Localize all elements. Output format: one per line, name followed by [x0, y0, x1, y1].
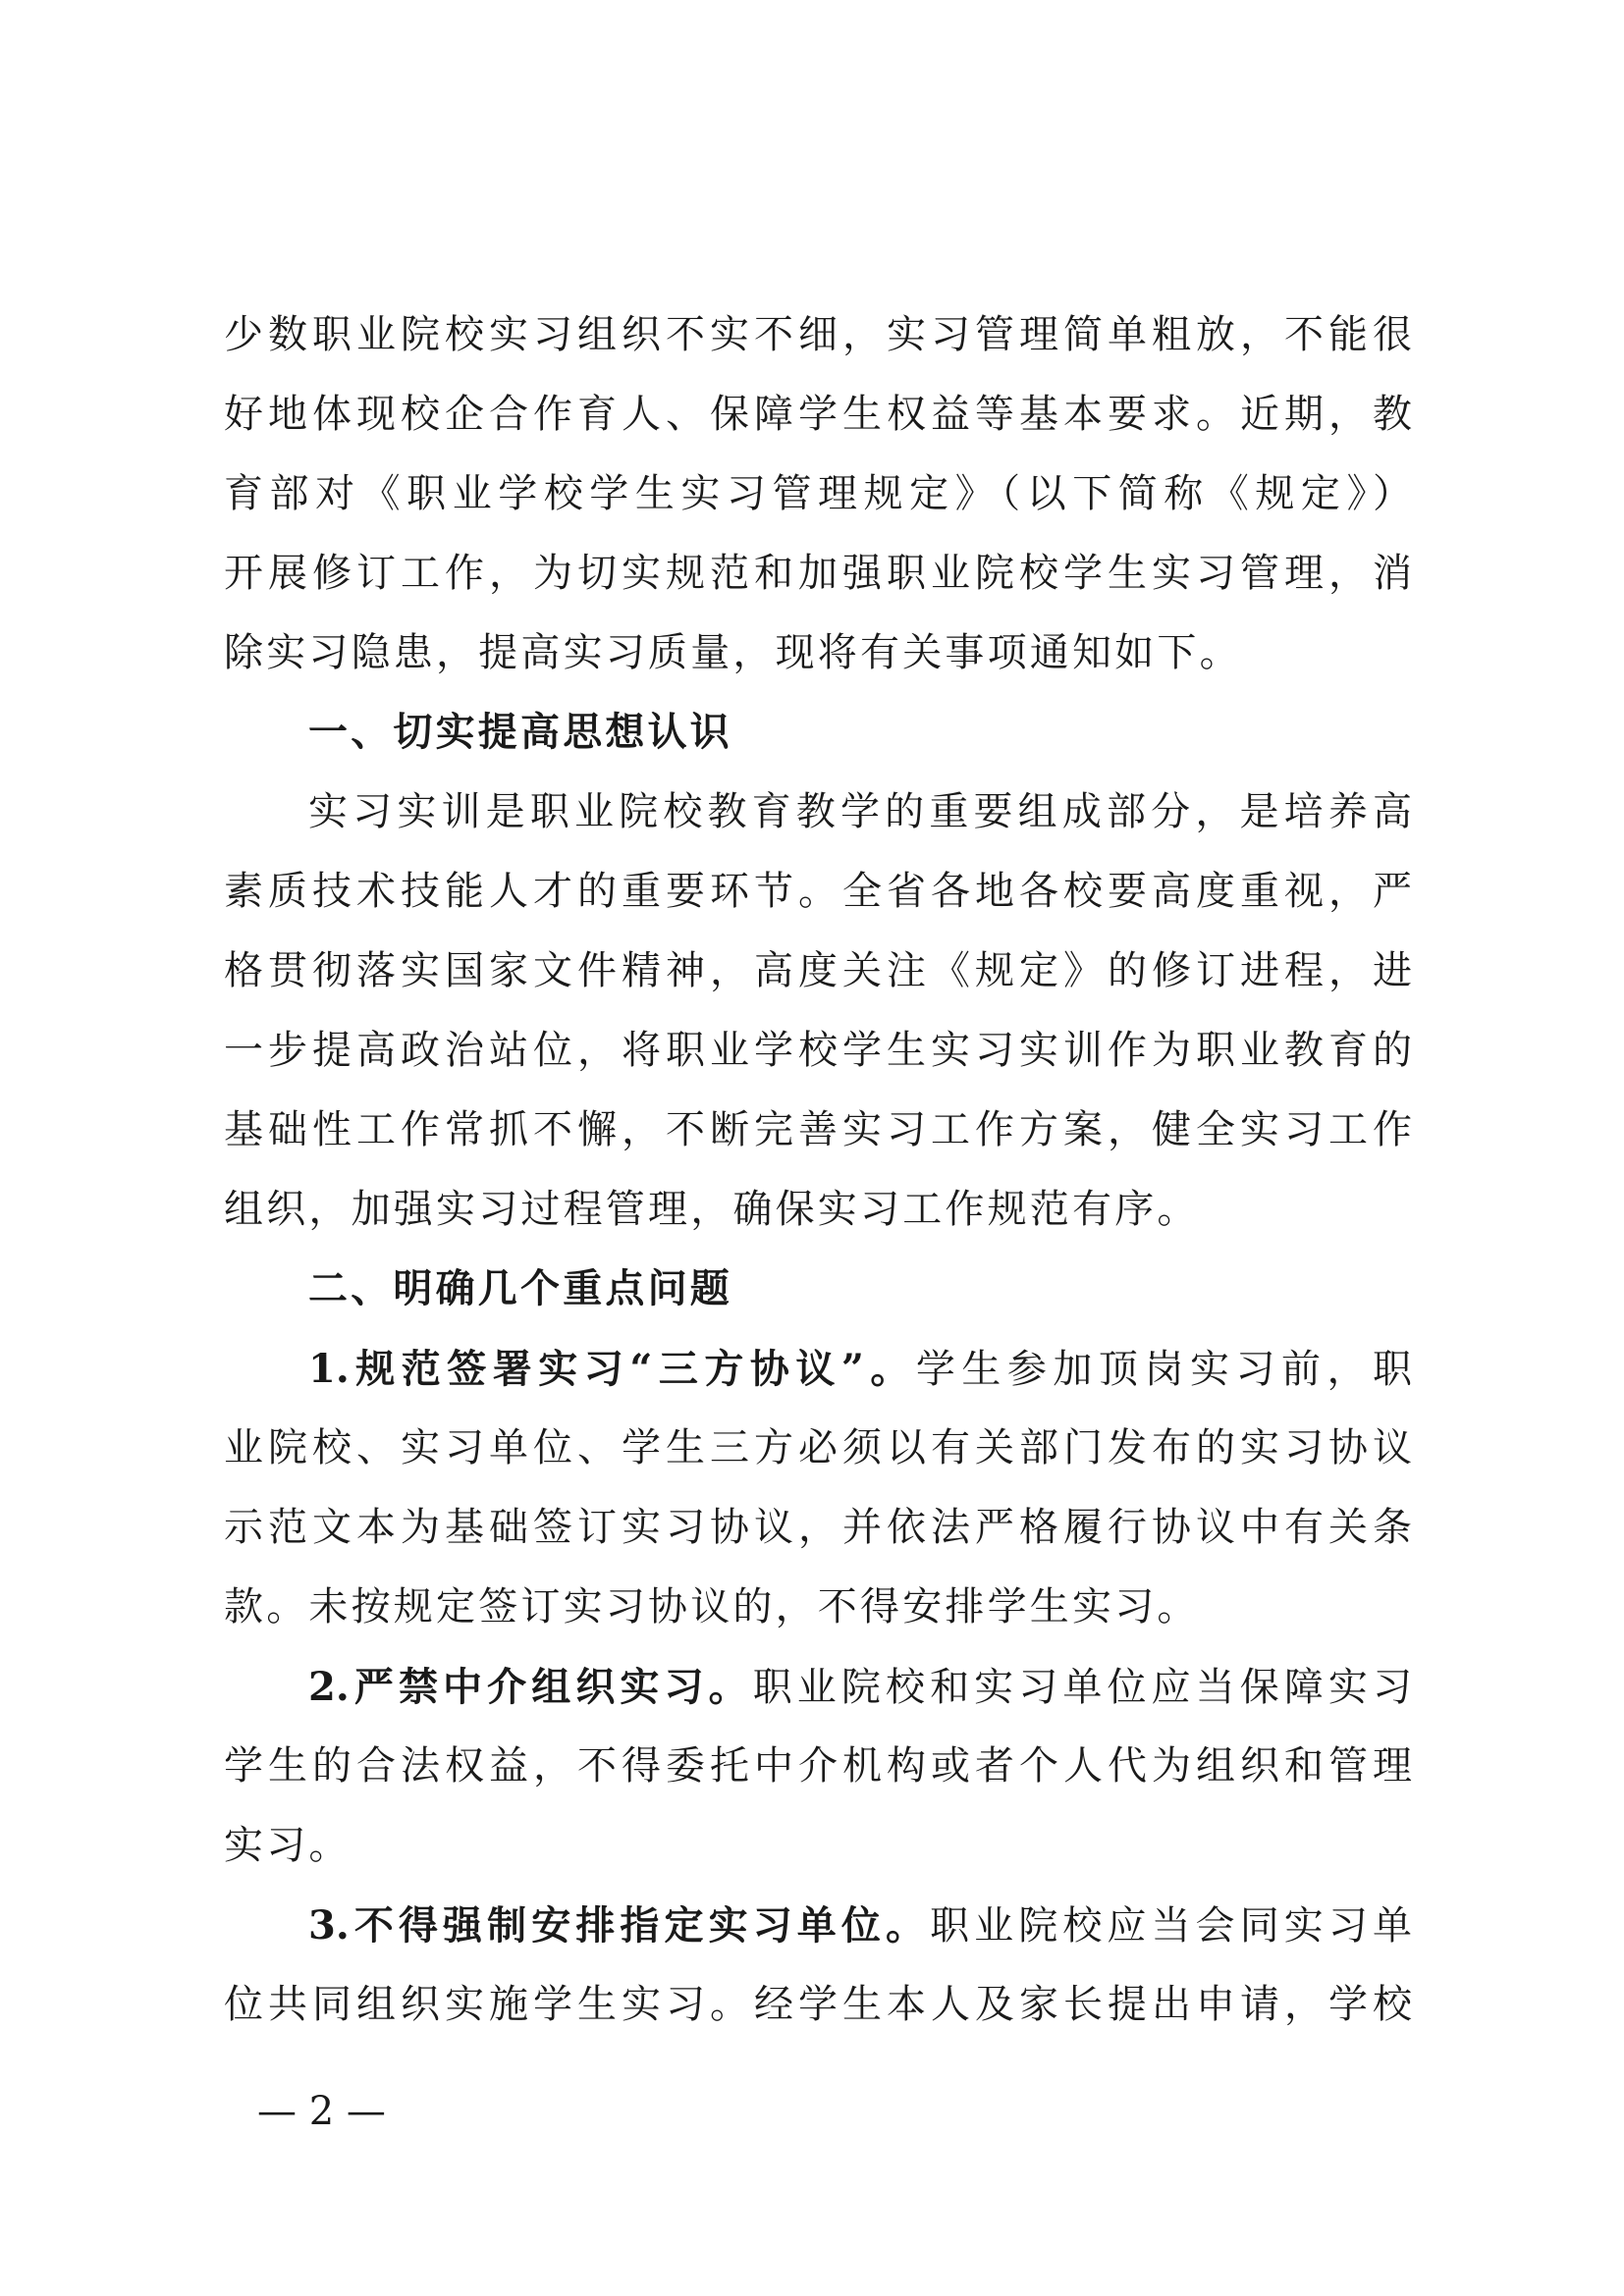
text-line: 学生的合法权益，不得委托中介机构或者个人代为组织和管理: [224, 1743, 1412, 1789]
list-item-text: 学生参加顶岗实习前，职: [915, 1347, 1412, 1392]
list-item-2: [224, 1647, 1412, 1886]
text-line: 位共同组织实施学生实习。经学生本人及家长提出申请，学校: [224, 1982, 1412, 2027]
text-line: [224, 1329, 1412, 1409]
paragraph-intro: [224, 295, 1412, 693]
text-line: 实习实训是职业院校教育教学的重要组成部分，是培养高: [308, 789, 1412, 834]
text-line: 基础性工作常抓不懈，不断完善实习工作方案，健全实习工作: [224, 1107, 1412, 1152]
text-line: 少数职业院校实习组织不实不细，实习管理简单粗放，不能很: [224, 312, 1412, 357]
page-number: — 2 —: [257, 2089, 386, 2134]
text-line: 除实习隐患，提高实习质量，现将有关事项通知如下。: [224, 630, 1242, 675]
list-item-text: 职业院校应当会同实习单: [930, 1903, 1412, 1949]
text-line: 示范文本为基础签订实习协议，并依法严格履行协议中有关条: [224, 1505, 1412, 1550]
text-line: 款。未按规定签订实习协议的，不得安排学生实习。: [224, 1584, 1200, 1629]
list-item-text: 职业院校和实习单位应当保障实习: [752, 1665, 1412, 1710]
text-line: 一步提高政治站位，将职业学校学生实习实训作为职业教育的: [224, 1028, 1412, 1073]
paragraph-section-1: [224, 773, 1412, 1250]
text-line: 开展修订工作，为切实规范和加强职业院校学生实习管理，消: [224, 551, 1412, 596]
list-item-lead: 2.严禁中介组织实习。: [308, 1664, 753, 1710]
list-item-3: [224, 1886, 1412, 2045]
list-item-1: [224, 1329, 1412, 1647]
text-line: 育部对《职业学校学生实习管理规定》（以下简称《规定》）: [224, 471, 1412, 516]
section-heading-2: 二、明确几个重点问题: [308, 1266, 732, 1311]
text-line: 实习。: [224, 1823, 352, 1868]
list-item-lead: 1.规范签署实习“三方协议”。: [308, 1346, 916, 1392]
text-line: 组织，加强实习过程管理，确保实习工作规范有序。: [224, 1187, 1200, 1232]
text-line: 素质技术技能人才的重要环节。全省各地各校要高度重视，严: [224, 869, 1412, 914]
list-item-lead: 3.不得强制安排指定实习单位。: [308, 1902, 931, 1949]
text-line: 业院校、实习单位、学生三方必须以有关部门发布的实习协议: [224, 1425, 1412, 1470]
text-line: 好地体现校企合作育人、保障学生权益等基本要求。近期，教: [224, 392, 1412, 437]
text-line: [224, 1647, 1412, 1727]
section-heading-1: 一、切实提高思想认识: [308, 710, 732, 755]
text-line: 格贯彻落实国家文件精神，高度关注《规定》的修订进程，进: [224, 948, 1412, 993]
text-line: [224, 1886, 1412, 1965]
document-body: [224, 295, 1412, 2045]
